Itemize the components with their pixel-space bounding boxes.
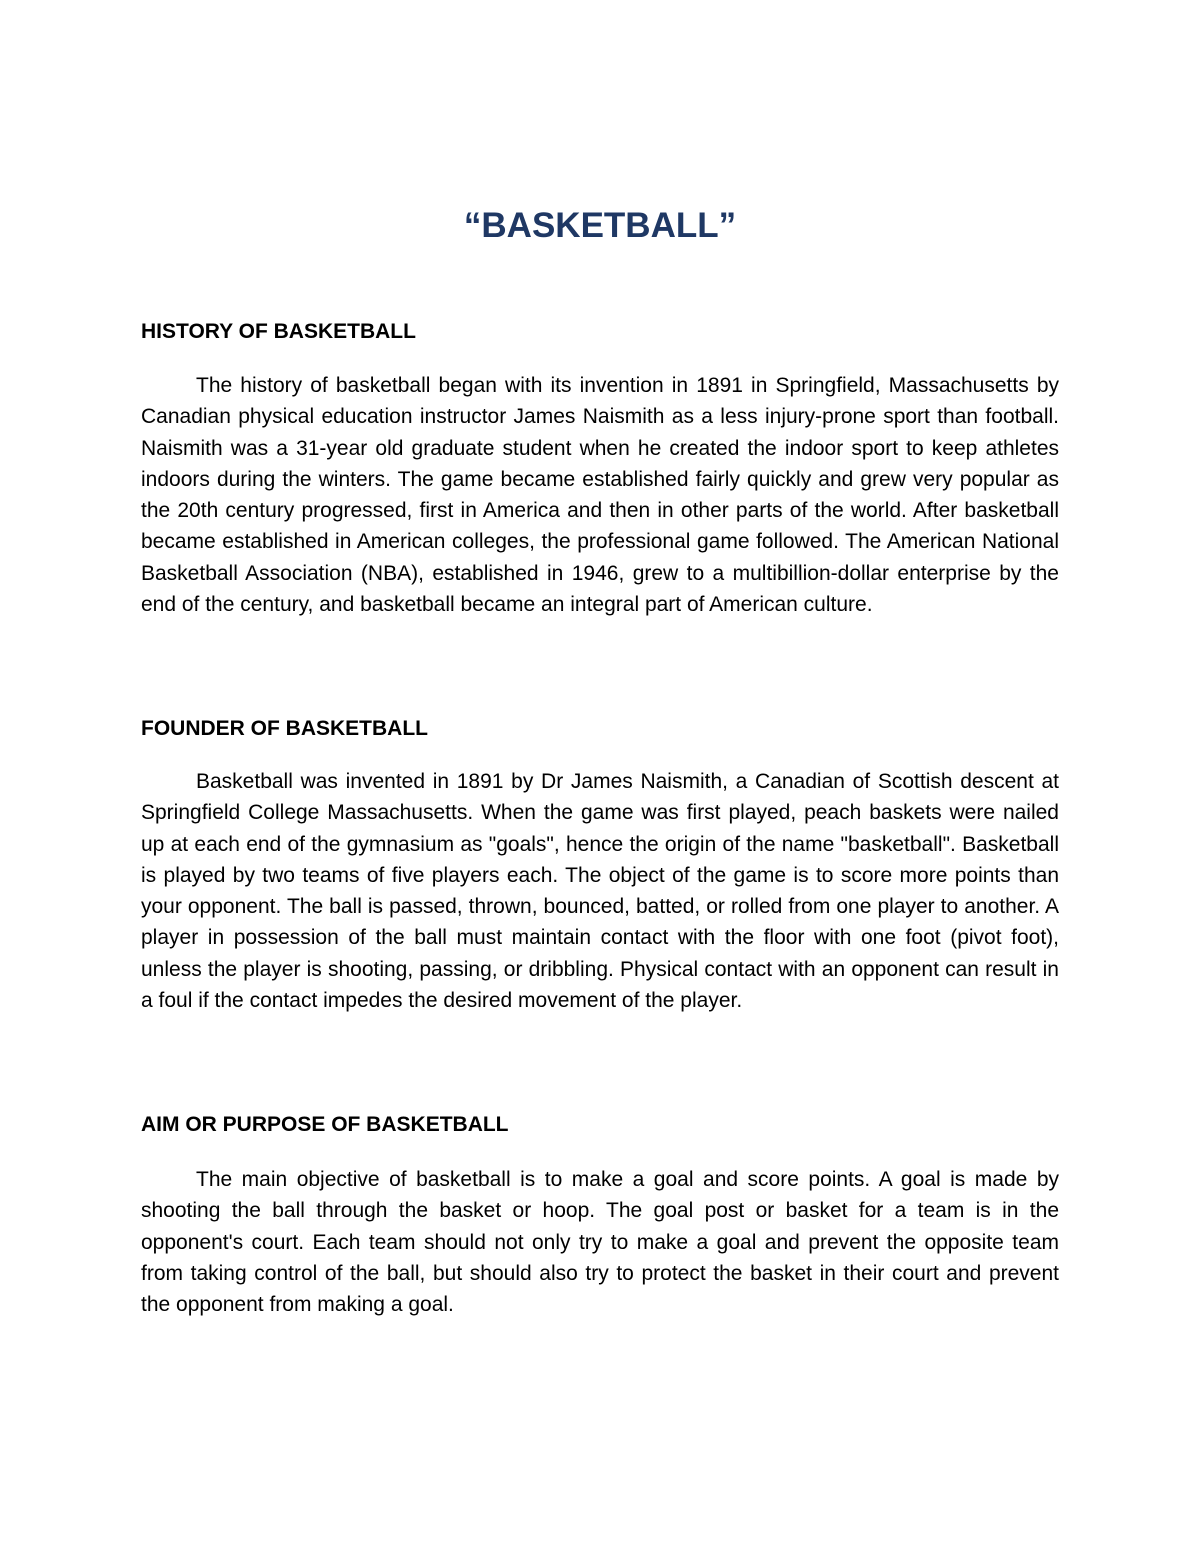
section-body-founder: Basketball was invented in 1891 by Dr James Naismith, a Canadian of Scottish descent at Springfield College Massachusetts. When the game was first played, peach baskets were nailed up at each end of the gymnasium as "goals", hence the origin of the name "basketball". Basketball is played by two teams of five players each. The object of the game is to score more points than your opponent. The ball is passed, thrown, bounced, batted, or rolled from one player to another. A player in possession of the ball must maintain contact with the floor with one foot (pivot foot), unless the player is shooting, passing, or dribbling. Physical contact with an opponent can result in a foul if the contact impedes the desired movement of the player. [141,770,1059,1013]
section-heading-aim: AIM OR PURPOSE OF BASKETBALL [141,1113,509,1136]
section-body-history: The history of basketball began with its invention in 1891 in Springfield, Massachusetts by Canadian physical education instructor James Naismith as a less injury-prone sport than football. Naismith was a 31-year old graduate student when he created the indoor sport to keep athletes indoors during the winters. The game became established fairly quickly and grew very popular as the 20th century progressed, first in America and then in other parts of the world. After basketball became established in American colleges, the professional game followed. The American National Basketball Association (NBA), established in 1946, grew to a multibillion-dollar enterprise by the end of the century, and basketball became an integral part of American culture. [141,374,1059,617]
section-body-aim: The main objective of basketball is to make a goal and score points. A goal is made by shooting the ball through the basket or hoop. The goal post or basket for a team is in the opponent's court. Each team should not only try to make a goal and prevent the opposite team from taking control of the ball, but should also try to protect the basket in their court and prevent the opponent from making a goal. [141,1168,1059,1317]
document-title: “BASKETBALL” [463,206,737,245]
section-heading-history: HISTORY OF BASKETBALL [141,320,416,343]
section-aim [141,1111,1059,1320]
section-founder [141,715,1059,1016]
section-history [141,318,1059,620]
section-heading-founder: FOUNDER OF BASKETBALL [141,717,428,740]
